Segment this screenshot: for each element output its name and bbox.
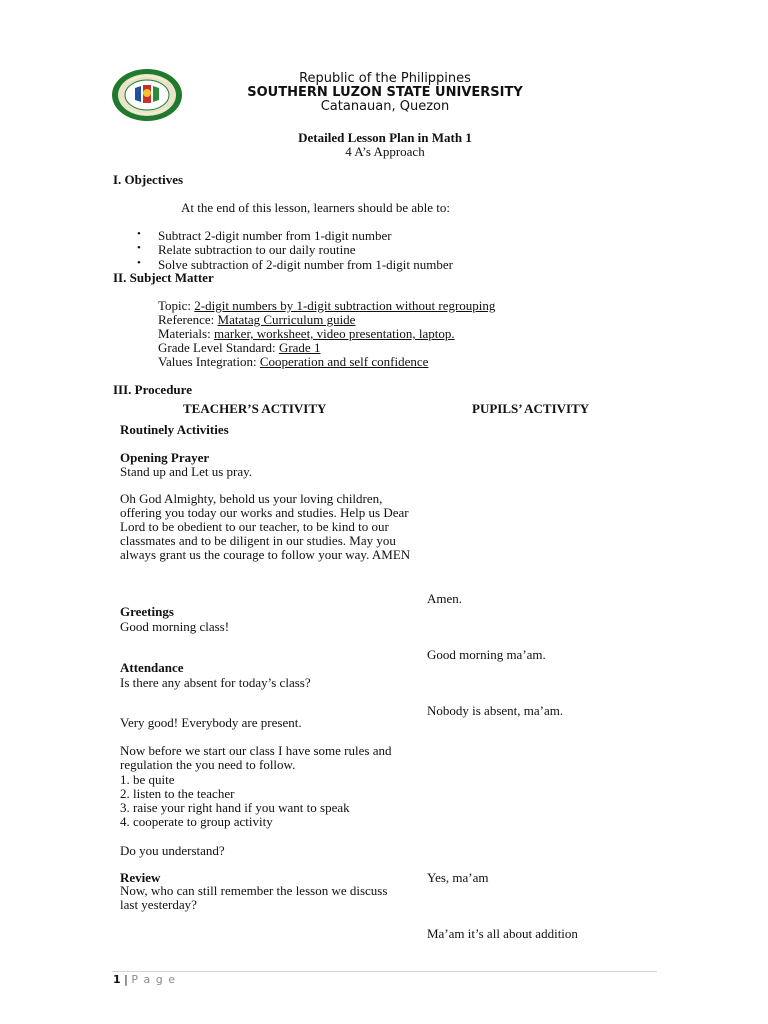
page-label: P a g e: [131, 973, 176, 986]
university-seal-logo: [111, 68, 183, 122]
prayer-text: Oh God Almighty, behold us your loving children, offering you today our works and studies. Help us Dear Lord to be obedient to our teacher, to be kind to our classmates and to be diligent in our studies. May you always grant us the courage to follow your way. AMEN: [120, 491, 411, 562]
objective-item: Solve subtraction of 2-digit number from 1-digit number: [158, 257, 453, 272]
stand-up-text: Stand up and Let us pray.: [120, 464, 253, 479]
procedure-heading: III. Procedure: [113, 382, 192, 397]
page-number: 1: [113, 973, 121, 986]
yes-maam-reply: Yes, ma’am: [427, 870, 489, 885]
page-separator: |: [120, 973, 132, 986]
values-value: Cooperation and self confidence: [259, 354, 429, 369]
absent-reply: Nobody is absent, ma’am.: [427, 703, 564, 718]
review-heading: Review: [120, 870, 161, 885]
materials-label: Materials:: [158, 326, 214, 341]
lesson-plan-subtitle: 4 A’s Approach: [345, 144, 425, 159]
review-question: Now, who can still remember the lesson we discuss last yesterday?: [120, 883, 388, 912]
materials-value: marker, worksheet, video presentation, laptop.: [213, 326, 455, 341]
lesson-plan-title: Detailed Lesson Plan in Math 1: [298, 130, 472, 145]
page-footer: [113, 973, 176, 986]
review-answer: Ma’am it’s all about addition: [427, 926, 578, 941]
rule-item: 2. listen to the teacher: [120, 786, 235, 801]
very-good-text: Very good! Everybody are present.: [120, 715, 302, 730]
absent-question: Is there any absent for today’s class?: [120, 675, 311, 690]
opening-prayer-heading: Opening Prayer: [120, 450, 210, 465]
values-line: [158, 354, 428, 370]
bullet-icon: •: [137, 257, 141, 269]
university-location: Catanauan, Quezon: [320, 99, 450, 114]
objective-item: Relate subtraction to our daily routine: [158, 242, 356, 257]
greetings-heading: Greetings: [120, 604, 174, 619]
bullet-icon: •: [137, 228, 141, 240]
values-label: Values Integration:: [158, 354, 260, 369]
objectives-heading: I. Objectives: [113, 172, 184, 187]
topic-label: Topic:: [158, 298, 195, 313]
teacher-activity-header: TEACHER’S ACTIVITY: [183, 401, 327, 416]
topic-value: 2-digit numbers by 1-digit subtraction without regrouping: [194, 298, 496, 313]
reference-label: Reference:: [158, 312, 218, 327]
bullet-icon: •: [137, 242, 141, 254]
rule-item: 1. be quite: [120, 772, 175, 787]
rule-item: 4. cooperate to group activity: [120, 814, 273, 829]
attendance-heading: Attendance: [120, 660, 184, 675]
amen-reply: Amen.: [427, 591, 463, 606]
objective-item: Subtract 2-digit number from 1-digit number: [158, 228, 392, 243]
rule-item: 3. raise your right hand if you want to speak: [120, 800, 350, 815]
pupils-activity-header: PUPILS’ ACTIVITY: [472, 401, 590, 416]
grade-label: Grade Level Standard:: [158, 340, 279, 355]
reference-value: Matatag Curriculum guide: [217, 312, 356, 327]
footer-divider: [112, 971, 657, 972]
objectives-intro: At the end of this lesson, learners should be able to:: [181, 200, 450, 215]
grade-value: Grade 1: [278, 340, 321, 355]
good-morning-class: Good morning class!: [120, 619, 230, 634]
republic-line: Republic of the Philippines: [299, 71, 471, 86]
university-name: SOUTHERN LUZON STATE UNIVERSITY: [247, 85, 523, 100]
routinely-activities: Routinely Activities: [120, 422, 229, 437]
subject-matter-heading: II. Subject Matter: [113, 270, 214, 285]
understand-question: Do you understand?: [120, 843, 225, 858]
rules-intro: Now before we start our class I have some rules and regulation the you need to follow.: [120, 743, 392, 772]
good-morning-reply: Good morning ma’am.: [427, 647, 546, 662]
